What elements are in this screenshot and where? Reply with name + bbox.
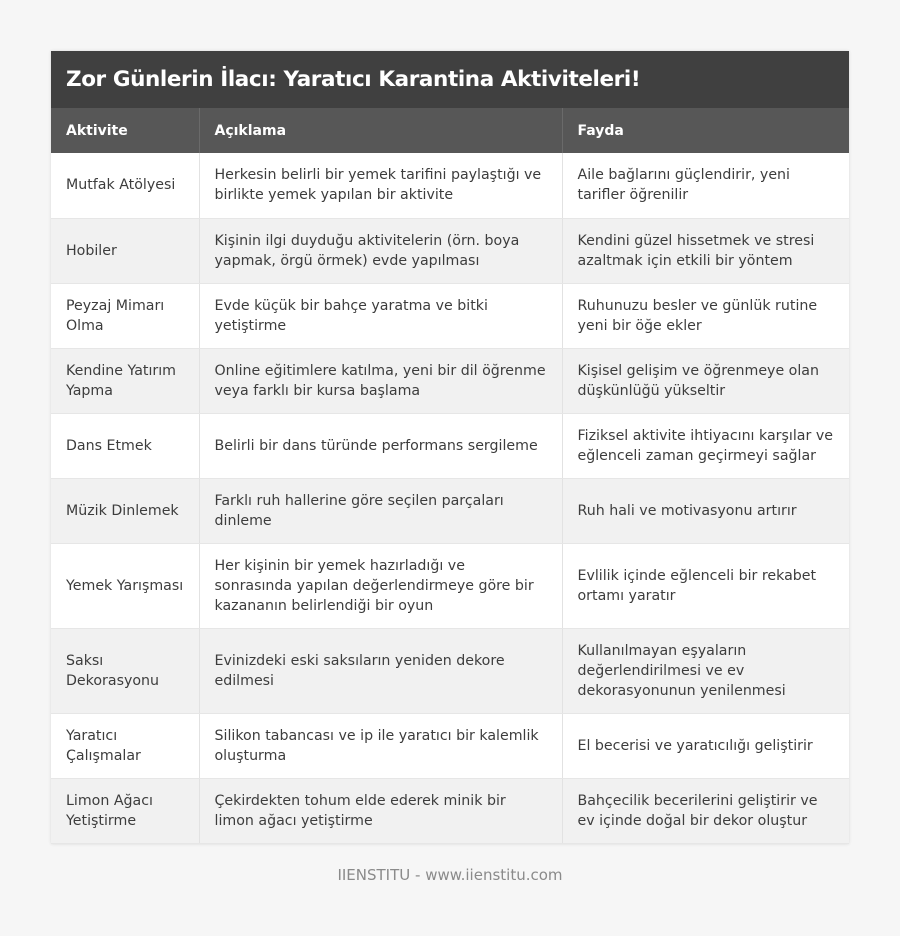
cell-aciklama: Herkesin belirli bir yemek tarifini paylaştığı ve birlikte yemek yapılan bir aktivite	[199, 153, 562, 218]
table-row	[51, 628, 849, 713]
table-row	[51, 543, 849, 628]
table-row	[51, 413, 849, 478]
cell-fayda: Evlilik içinde eğlenceli bir rekabet ortamı yaratır	[562, 543, 849, 628]
table-row	[51, 713, 849, 778]
header-row	[51, 108, 849, 153]
cell-aktivite: Hobiler	[51, 218, 199, 283]
activities-card	[51, 51, 849, 844]
cell-aciklama: Evde küçük bir bahçe yaratma ve bitki yetiştirme	[199, 283, 562, 348]
cell-aktivite: Mutfak Atölyesi	[51, 153, 199, 218]
table-row	[51, 153, 849, 218]
cell-aktivite: Kendine Yatırım Yapma	[51, 348, 199, 413]
cell-fayda: El becerisi ve yaratıcılığı geliştirir	[562, 713, 849, 778]
cell-aciklama: Çekirdekten tohum elde ederek minik bir limon ağacı yetiştirme	[199, 778, 562, 843]
table-header	[51, 108, 849, 153]
table-body	[51, 153, 849, 843]
cell-aciklama: Belirli bir dans türünde performans sergileme	[199, 413, 562, 478]
cell-fayda: Ruhunuzu besler ve günlük rutine yeni bir öğe ekler	[562, 283, 849, 348]
cell-fayda: Bahçecilik becerilerini geliştirir ve ev içinde doğal bir dekor oluştur	[562, 778, 849, 843]
cell-aktivite: Müzik Dinlemek	[51, 478, 199, 543]
cell-aktivite: Limon Ağacı Yetiştirme	[51, 778, 199, 843]
cell-aktivite: Yaratıcı Çalışmalar	[51, 713, 199, 778]
table-row	[51, 218, 849, 283]
footer-credit: IIENSTITU - www.iienstitu.com	[337, 866, 563, 884]
cell-fayda: Kişisel gelişim ve öğrenmeye olan düşkünlüğü yükseltir	[562, 348, 849, 413]
cell-fayda: Ruh hali ve motivasyonu artırır	[562, 478, 849, 543]
cell-aciklama: Silikon tabancası ve ip ile yaratıcı bir kalemlik oluşturma	[199, 713, 562, 778]
cell-aciklama: Kişinin ilgi duyduğu aktivitelerin (örn. boya yapmak, örgü örmek) evde yapılması	[199, 218, 562, 283]
activities-table	[51, 108, 849, 844]
cell-aciklama: Her kişinin bir yemek hazırladığı ve sonrasında yapılan değerlendirmeye göre bir kazananın belirlendiği bir oyun	[199, 543, 562, 628]
cell-aktivite: Yemek Yarışması	[51, 543, 199, 628]
table-row	[51, 348, 849, 413]
cell-fayda: Fiziksel aktivite ihtiyacını karşılar ve eğlenceli zaman geçirmeyi sağlar	[562, 413, 849, 478]
column-header-fayda: Fayda	[577, 122, 624, 139]
table-row	[51, 478, 849, 543]
cell-aciklama: Evinizdeki eski saksıların yeniden dekore edilmesi	[199, 628, 562, 713]
table-title: Zor Günlerin İlacı: Yaratıcı Karantina Aktiviteleri!	[51, 51, 849, 108]
table-row	[51, 283, 849, 348]
cell-aktivite: Dans Etmek	[51, 413, 199, 478]
column-header-aciklama: Açıklama	[199, 108, 562, 153]
cell-fayda: Kullanılmayan eşyaların değerlendirilmesi ve ev dekorasyonunun yenilenmesi	[562, 628, 849, 713]
cell-fayda: Aile bağlarını güçlendirir, yeni tarifler öğrenilir	[562, 153, 849, 218]
cell-aciklama: Farklı ruh hallerine göre seçilen parçaları dinleme	[199, 478, 562, 543]
table-row	[51, 778, 849, 843]
cell-fayda: Kendini güzel hissetmek ve stresi azaltmak için etkili bir yöntem	[562, 218, 849, 283]
cell-aciklama: Online eğitimlere katılma, yeni bir dil öğrenme veya farklı bir kursa başlama	[199, 348, 562, 413]
cell-aktivite: Saksı Dekorasyonu	[51, 628, 199, 713]
cell-aktivite: Peyzaj Mimarı Olma	[51, 283, 199, 348]
column-header-aktivite: Aktivite	[51, 108, 199, 153]
